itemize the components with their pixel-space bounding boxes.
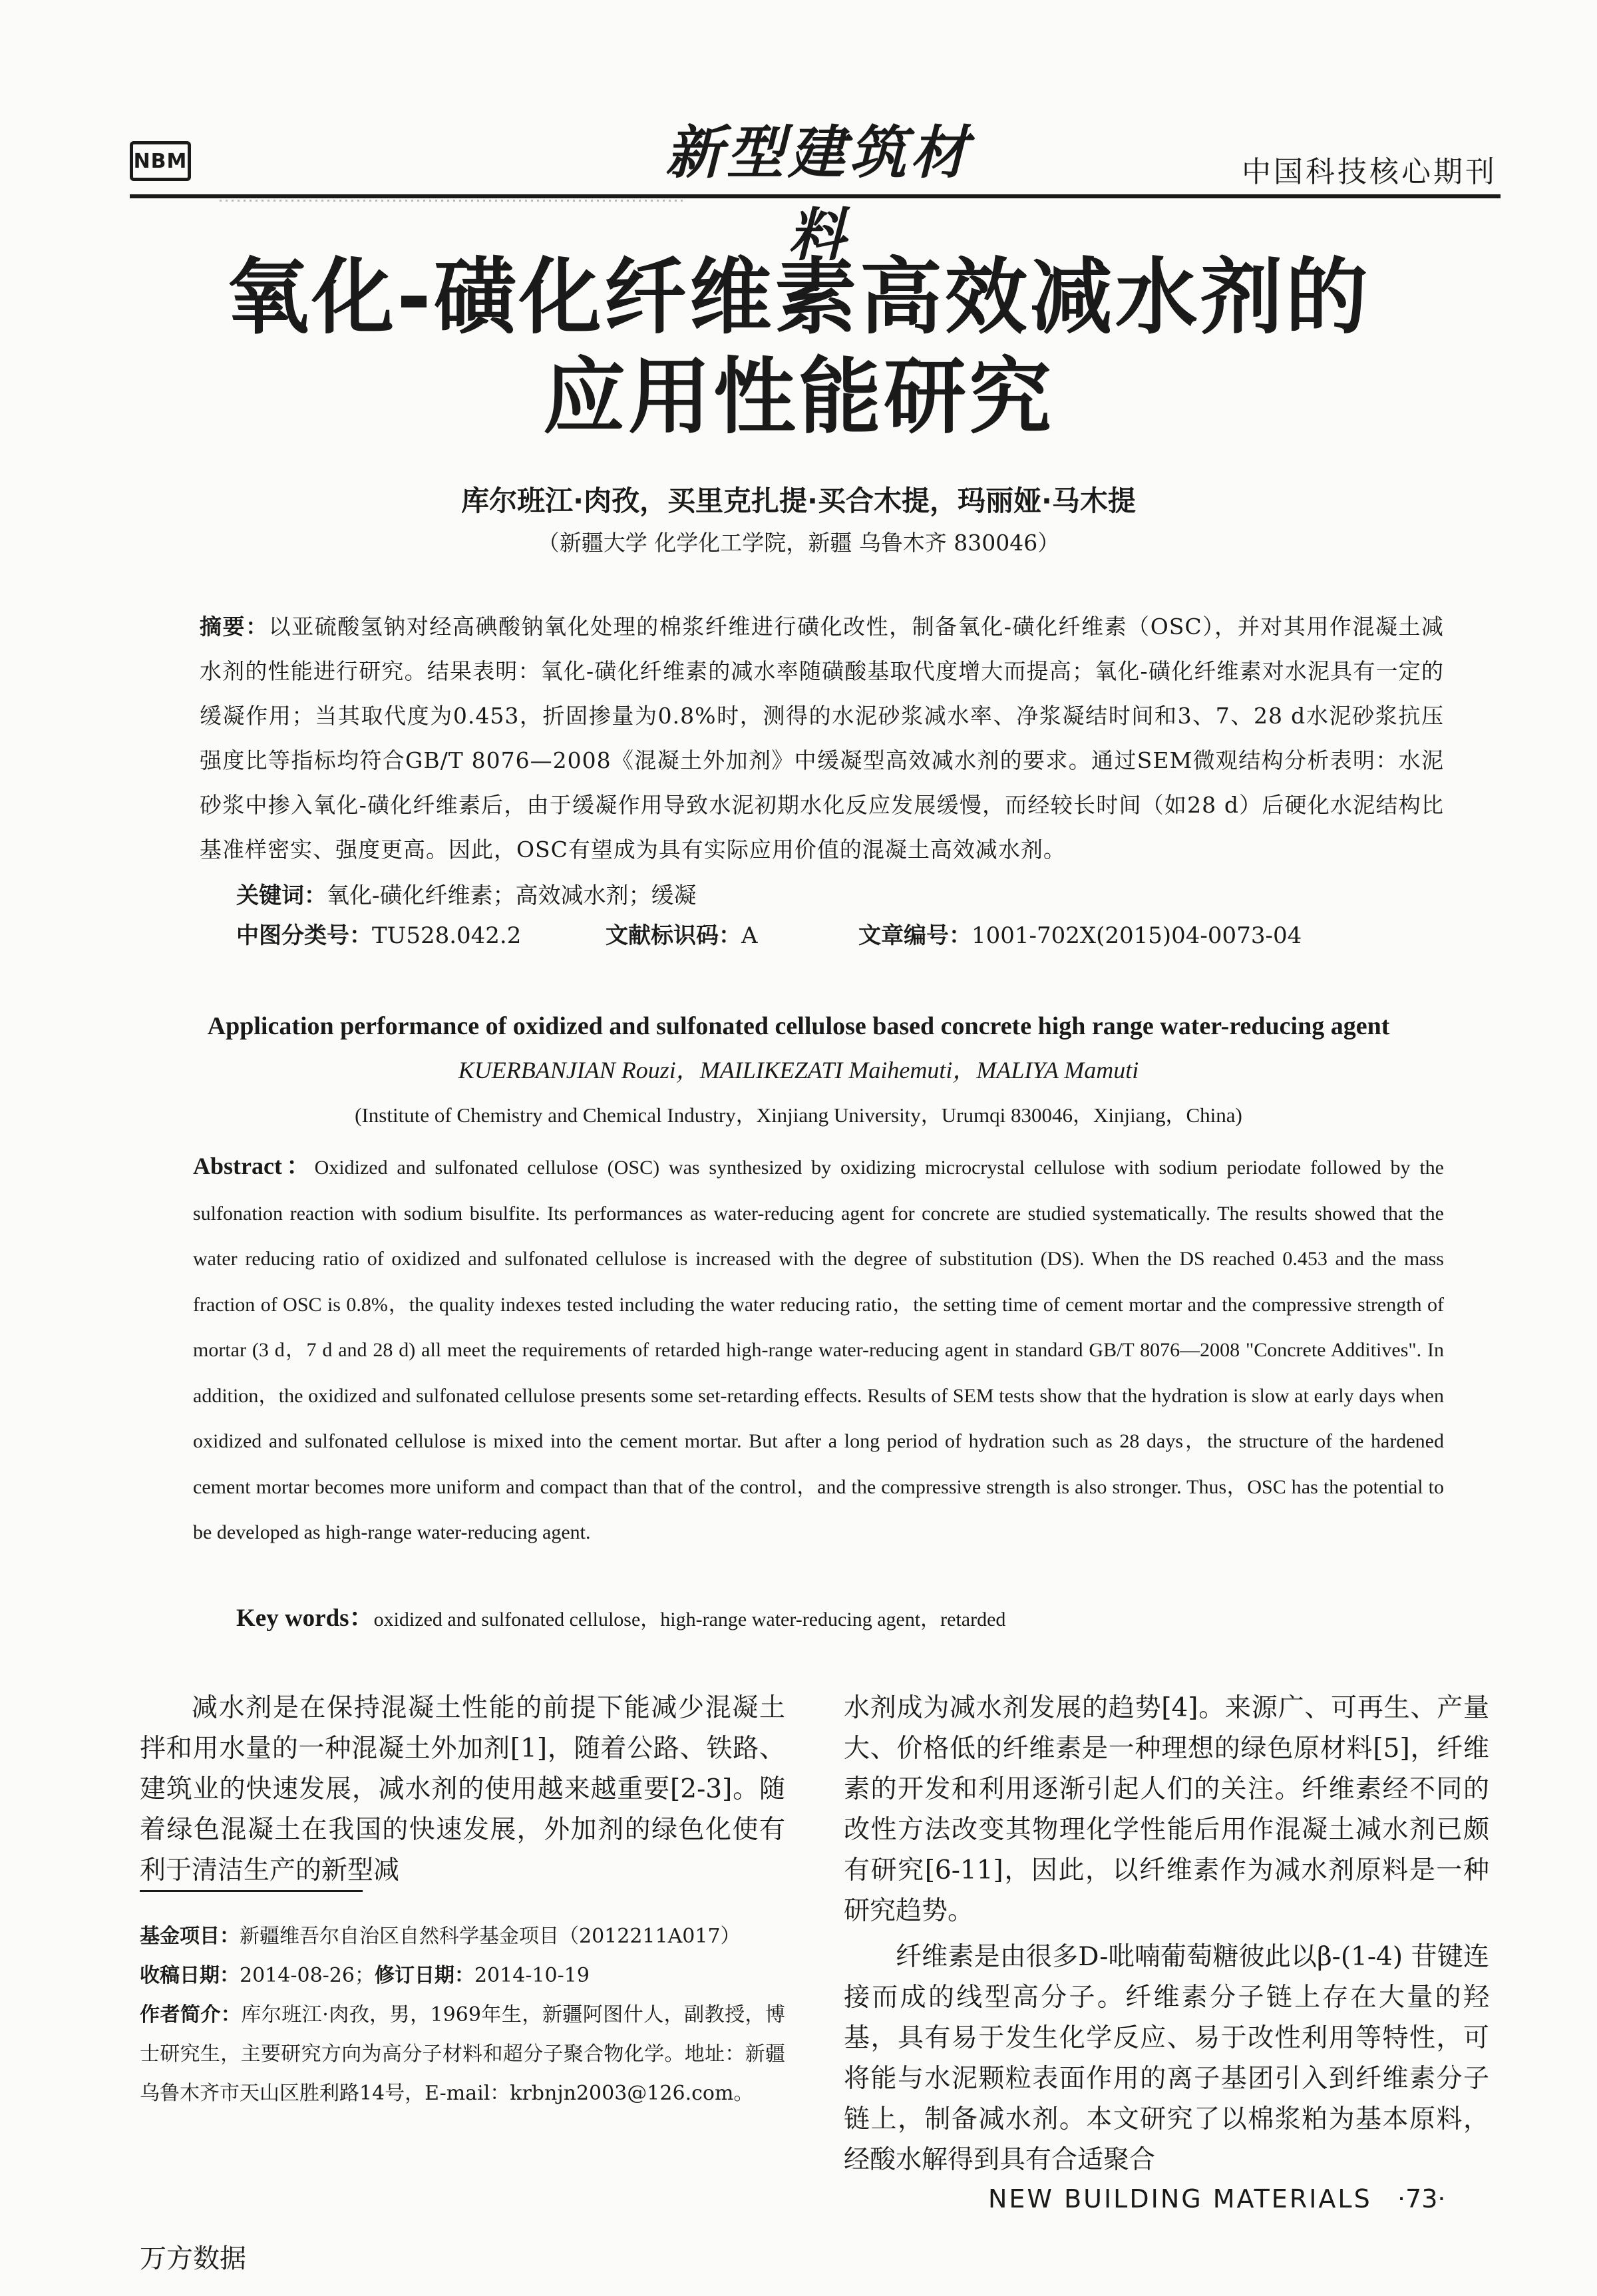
english-affiliation: (Institute of Chemistry and Chemical Industry，Xinjiang University，Urumqi 830046，Xinjiang，China) xyxy=(355,1103,1242,1127)
classification-value: TU528.042.2 xyxy=(372,922,522,949)
keywords-en-label: Key words： xyxy=(236,1605,374,1632)
footnote-dates: 收稿日期：2014-08-26；修订日期：2014-10-19 xyxy=(140,1964,590,1987)
watermark: 万方数据 xyxy=(140,2243,246,2274)
footnote-rule xyxy=(140,1890,363,1892)
body-column-right xyxy=(844,1688,1489,2180)
footnote-fund: 基金项目：新疆维吾尔自治区自然科学基金项目（2012211A017） xyxy=(140,1925,741,1948)
body-paragraph: 纤维素是由很多D-吡喃葡萄糖彼此以β-(1-4) 苷键连接而成的线型高分子。纤维素分子链上存在大量的羟基，具有易于发生化学反应、易于改性利用等特性，可将能与水泥颗粒表面作用的离子基团引入到纤维素分子链上，制备减水剂。本文研究了以棉浆粕为基本原料，经酸水解得到具有合适聚合 xyxy=(844,1942,1489,2175)
footnote-author: 作者简介：库尔班江·肉孜，男，1969年生，新疆阿图什人，副教授，博士研究生，主要研究方向为高分子材料和超分子聚合物化学。地址：新疆乌鲁木齐市天山区胜利路14号，E-mail：krbnjn2003@126.com。 xyxy=(140,2003,786,2105)
footnotes xyxy=(140,1917,785,2113)
keywords-zh xyxy=(236,877,697,910)
footer-journal-name: NEW BUILDING MATERIALS xyxy=(988,2184,1372,2213)
document-code xyxy=(606,917,758,950)
document-code-value: A xyxy=(741,922,758,949)
abstract-zh-text: 以亚硫酸氢钠对经高碘酸钠氧化处理的棉浆纤维进行磺化改性，制备氧化-磺化纤维素（OSC），并对其用作混凝土减水剂的性能进行研究。结果表明：氧化-磺化纤维素的减水率随磺酸基取代度增大而提高；氧化-磺化纤维素对水泥具有一定的缓凝作用；当其取代度为0.453，折固掺量为0.8%时，测得的水泥砂浆减水率、净浆凝结时间和3、7、28 d水泥砂浆抗压强度比等指标均符合GB/T 8076—2008《混凝土外加剂》中缓凝型高效减水剂的要求。通过SEM微观结构分析表明：水泥砂浆中掺入氧化-磺化纤维素后，由于缓凝作用导致水泥初期水化反应发展缓慢，而经较长时间（如28 d）后硬化水泥结构比基准样密实、强度更高。因此，OSC有望成为具有实际应用价值的混凝土高效减水剂。 xyxy=(200,614,1445,862)
keywords-en-text: oxidized and sulfonated cellulose，high-range water-reducing agent，retarded xyxy=(373,1609,1006,1630)
document-code-label: 文献标识码： xyxy=(606,922,741,949)
article-title-line-1: 氧化-磺化纤维素高效减水剂的 xyxy=(226,250,1371,345)
core-journal-tag: 中国科技核心期刊 xyxy=(1242,155,1497,189)
page-number: ·73· xyxy=(1397,2184,1446,2213)
abstract-zh-label: 摘要： xyxy=(200,614,269,640)
article-number-label: 文章编号： xyxy=(858,922,972,949)
header-dotted-line xyxy=(220,200,685,202)
abstract-zh xyxy=(200,604,1444,872)
article-title-line-2: 应用性能研究 xyxy=(542,349,1054,445)
classification-label: 中图分类号： xyxy=(236,922,372,949)
article-number xyxy=(858,917,1302,950)
authors: 库尔班江·肉孜，买里克扎提·买合木提，玛丽娅·马木提 xyxy=(461,484,1136,517)
english-authors: KUERBANJIAN Rouzi，MAILIKEZATI Maihemuti，MALIYA Mamuti xyxy=(458,1057,1139,1083)
keywords-zh-text: 氧化-磺化纤维素；高效减水剂；缓凝 xyxy=(327,882,697,909)
journal-name: 新型建筑材料 xyxy=(665,119,972,269)
header-rule xyxy=(130,194,1501,198)
abstract-en-label: Abstract： xyxy=(193,1153,315,1179)
english-title: Application performance of oxidized and sulfonated cellulose based concrete high range water-reducing agent xyxy=(207,1012,1390,1040)
classification xyxy=(236,917,521,950)
abstract-en-text: Oxidized and sulfonated cellulose (OSC) was synthesized by oxidizing microcrystal cellulose with sodium periodate followed by the sulfonation reaction with sodium bisulfite. Its performances as water-reducing agent for concrete are studied systematically. The results showed that the water reducing ratio of oxidized and sulfonated cellulose is increased with the degree of substitution (DS). When the DS reached 0.453 and the mass fraction of OSC is 0.8%，the quality indexes tested including the water reducing ratio，the setting time of cement mortar and the compressive strength of mortar (3 d，7 d and 28 d) all meet the requirements of retarded high-range water-reducing agent in standard GB/T 8076—2008 "Concrete Additives". In addition，the oxidized and sulfonated cellulose presents some set-retarding effects. Results of SEM tests show that the hydration is slow at early days when oxidized and sulfonated cellulose is mixed into the cement mortar. But after a long period of hydration such as 28 days，the structure of the hardened cement mortar becomes more uniform and compact than that of the control，and the compressive strength is also stronger. Thus，OSC has the potential to be developed as high-range water-reducing agent. xyxy=(193,1157,1444,1543)
body-paragraph: 减水剂是在保持混凝土性能的前提下能减少混凝土拌和用水量的一种混凝土外加剂[1]，随着公路、铁路、建筑业的快速发展，减水剂的使用越来越重要[2-3]。随着绿色混凝土在我国的快速发展，外加剂的绿色化使有利于清洁生产的新型减 xyxy=(140,1693,785,1885)
keywords-en xyxy=(236,1597,1005,1633)
body-paragraph: 水剂成为减水剂发展的趋势[4]。来源广、可再生、产量大、价格低的纤维素是一种理想的绿色原材料[5]，纤维素的开发和利用逐渐引起人们的关注。纤维素经不同的改性方法改变其物理化学性能后用作混凝土减水剂已颇有研究[6-11]，因此，以纤维素作为减水剂原料是一种研究趋势。 xyxy=(844,1693,1489,1926)
body-column-left xyxy=(140,1688,785,1891)
article-number-value: 1001-702X(2015)04-0073-04 xyxy=(972,922,1302,949)
journal-logo: NBM xyxy=(130,141,191,181)
affiliation: （新疆大学 化学化工学院，新疆 乌鲁木齐 830046） xyxy=(537,530,1060,556)
keywords-zh-label: 关键词： xyxy=(236,882,327,909)
abstract-en xyxy=(193,1143,1444,1556)
